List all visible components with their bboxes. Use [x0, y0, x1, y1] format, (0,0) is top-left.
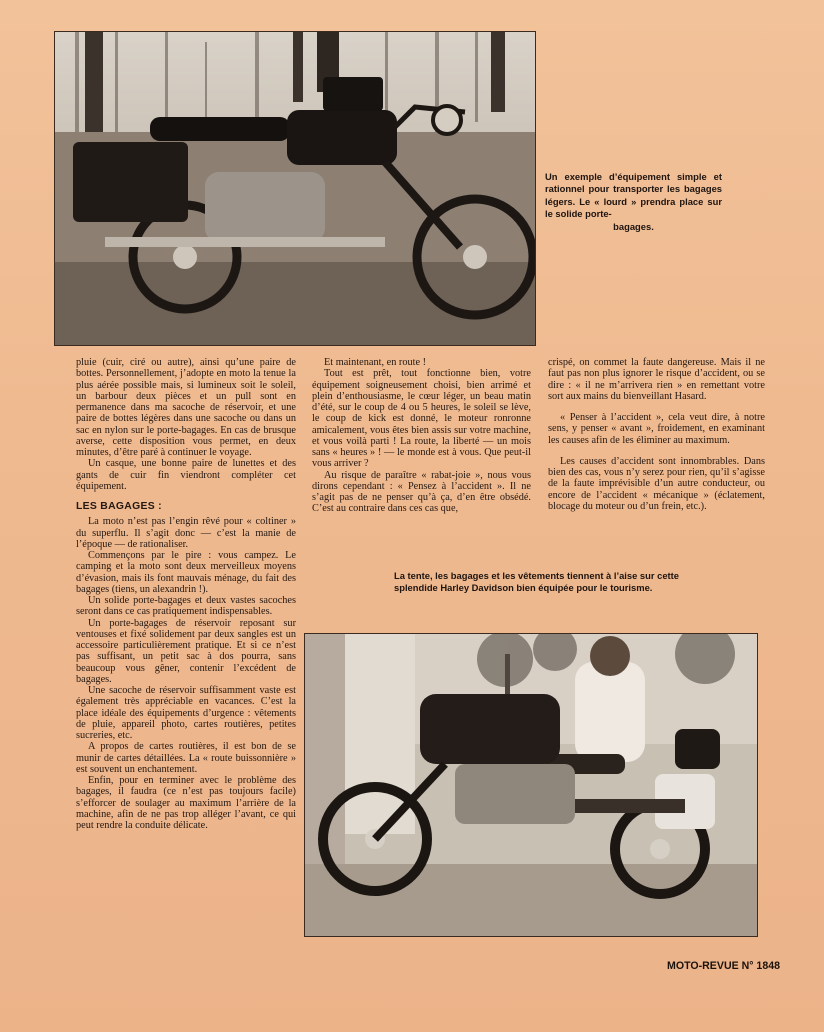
- harley-davidson-photo: [304, 633, 758, 937]
- paragraph: « Penser à l’accident », cela veut dire, à notre sens, y penser « avant », froidement, en examinant les causes afin de les éliminer au maximum.: [548, 412, 765, 446]
- section-heading-bagages: LES BAGAGES :: [76, 501, 162, 512]
- paragraph: Les causes d’accident sont innombrables. Dans bien des cas, vous n’y serez pour rien, qu’il s’agisse de la faute imprévisible d’un autre conducteur, ou encore de l’accident « mécanique » (éclatement, blocage du moteur ou d’un frein, etc.).: [548, 455, 765, 512]
- article-column-3: [548, 357, 765, 512]
- paragraph: Enfin, pour en terminer avec le problème des bagages, il faudra (ce n’est pas toujours facile) s’efforcer de soulager au maximum l’arrière de la machine, afin de ne pas trop alléger l’avant, ce qui peut rendre la conduite délicate.: [76, 775, 296, 831]
- top-photo-caption: Un exemple d’équipement simple et rationnel pour transporter les bagages légers. Le « lourd » prendra place sur le solide porte- bagages.: [545, 171, 722, 232]
- motorcycle-bmw-photo: [54, 31, 536, 346]
- paragraph: Une sacoche de réservoir suffisamment vaste est également très appréciable en vacances. C’est la place idéale des équipements d’urgence : vêtements de pluie, appareil photo, cartes routières, petites sucreries, etc.: [76, 685, 296, 741]
- paragraph: crispé, on commet la faute dangereuse. Mais il ne faut pas non plus ignorer le risque d’accident, ou se dire : « il ne m’arrivera rien » en remettant votre sort aux mains du bienveillant Hasard.: [548, 357, 765, 402]
- paragraph: Commençons par le pire : vous campez. Le camping et la moto sont deux merveilleux moyens d’évasion, mais ils font mauvais ménage, du fait des bagages (tiens, un alexandrin !).: [76, 550, 296, 595]
- paragraph: Et maintenant, en route !: [324, 357, 427, 368]
- paragraph: Un porte-bagages de réservoir reposant sur ventouses et fixé solidement par deux sangles est un accessoire particulièrement pratique. Et si ce n’est pas suffisant, un petit sac à dos pourra, sans beaucoup vous gêner, contenir l’excédent de bagages.: [76, 617, 296, 685]
- paragraph: Tout est prêt, tout fonctionne bien, votre équipement soigneusement choisi, bien arrimé et plein d’enthousiasme, le cœur léger, un beau matin d’été, sur le coup de 4 ou 5 heures, le soleil se lève, le coup de kick est donné, le moteur ronronne amicalement, vous êtes bien assis sur votre machine, et vous voilà parti ! La route, la liberté — un mois sans « heures » ! — le monde est à vous. Que peut-il vous arriver ?: [312, 368, 531, 470]
- paragraph: Au risque de paraître « rabat-joie », nous vous dirons cependant : « Pensez à l’accident ». Il ne s’agit pas de ne penser qu’à ça, d’en être obsédé. C’est au contraire dans ces cas que,: [312, 469, 531, 515]
- paragraph: Un solide porte-bagages et deux vastes sacoches seront dans ce cas pratiquement indispensables.: [76, 595, 296, 618]
- bottom-photo-caption: La tente, les bagages et les vêtements tiennent à l’aise sur cette splendide Harley Davidson bien équipée pour le tourisme.: [394, 570, 680, 594]
- article-column-2: [312, 357, 531, 515]
- paragraph: A propos de cartes routières, il est bon de se munir de cartes détaillées. La « route buissonnière » est souvent un enchantement.: [76, 741, 296, 775]
- page-footer: MOTO-REVUE N° 1848: [667, 960, 780, 972]
- article-column-1: [76, 357, 296, 831]
- paragraph: pluie (cuir, ciré ou autre), ainsi qu’une paire de bottes. Personnellement, j’adopte en moto la tenue la plus aérée possible mais, si lumineux soit le soleil, un barbour deux pièces et un pull sont en permanence dans ma sacoche de réservoir, et une paire de bottes légères dans une sacoche ou dans un sac en nylon sur le porte-bagages. En cas de brusque averse, cette disposition vous permet, en deux minutes, d’être paré à continuer le voyage.: [76, 357, 296, 458]
- paragraph: La moto n’est pas l’engin rêvé pour « coltiner » du superflu. Il s’agit donc — c’est la manie de l’époque — de rationaliser.: [76, 516, 296, 550]
- paragraph: Un casque, une bonne paire de lunettes et des gants de cuir fin viendront compléter cet équipement.: [76, 458, 296, 492]
